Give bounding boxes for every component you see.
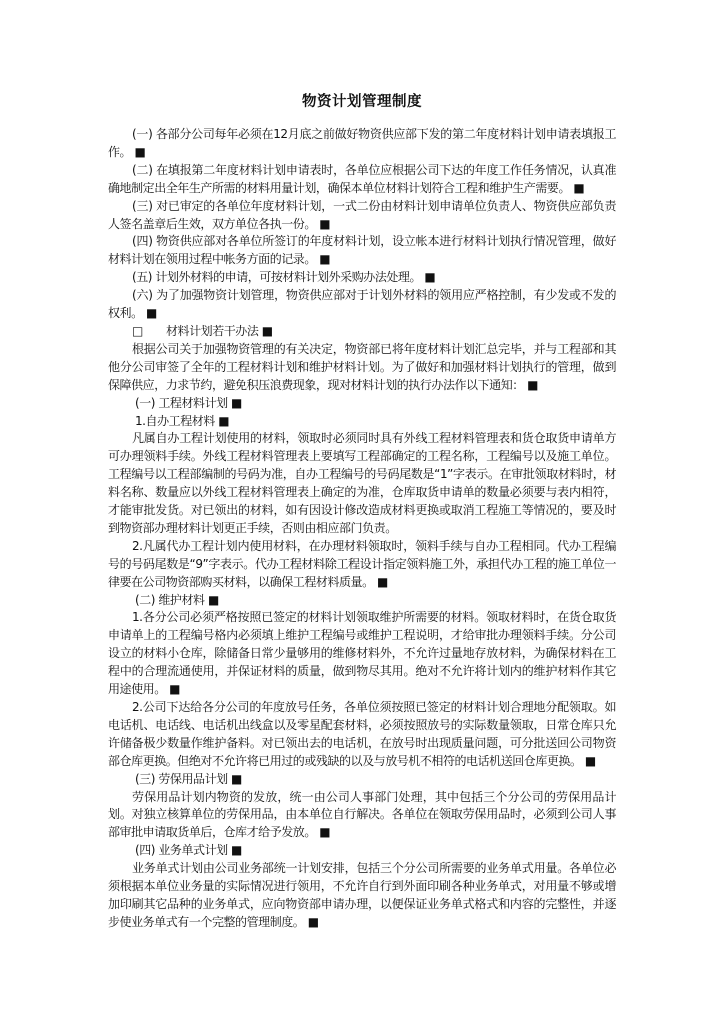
heading-self-run-engineering: 1.自办工程材料 ■: [135, 413, 230, 428]
heading-labor-protection: (三) 劳保用品计划 ■: [135, 771, 242, 786]
document-content: [108, 0, 616, 932]
document-title: 物资计划管理制度: [302, 94, 422, 110]
paragraph-5: (五) 计划外材料的申请，可按材料计划外采购办法处理。 ■: [132, 270, 436, 285]
paragraph-self-run: 凡属自办工程计划使用的材料，领取时必须同时具有外线工程材料管理表和货仓取货申请单方可办理领料手续。外线工程材料管理表上要填写工程部确定的工程名称，工程编号以及施工单位。工程编号以工程部编制的号码为准，自办工程编号的号码尾数是“1”字表示。在审批领取材料时，材料名称、数量应以外线工程材料管理表上确定的为准，仓库取货申请单的数量必须要与表内相符，才能审批发货。对已领出的材料，如有因设计修改造成材料更换或取消工程施工等情况的，要及时到物资部办理材料计划更正手续，否则由相应部门负责。: [108, 431, 616, 535]
document-body: [108, 126, 616, 932]
paragraph-business-forms: 业务单式计划由公司业务部统一计划安排，包括三个分公司所需要的业务单式用量。各单位必须根据本单位业务量的实际情况进行领用，不允许自行到外面印刷各种业务单式，对用量不够或增加印刷其它品种的业务单式，应向物资部申请办理，以便保证业务单式格式和内容的完整性，并逐步使业务单式有一个完整的管理制度。 ■: [108, 861, 616, 929]
paragraph-maintenance-2: 2.公司下达给各分公司的年度放号任务，各单位须按照已签定的材料计划合理地分配领取。如电话机、电话线、电话机出线盒以及零星配套材料，必须按照放号的实际数量领取，日常仓库只允许储备极少数量作维护备料。对已领出去的电话机，在放号时出现质量问题，可分批送回公司物资部仓库更换。但绝对不允许将已用过的或残缺的以及与放号机不相符的电话机送回仓库更换。 ■: [108, 700, 616, 768]
heading-maintenance-materials: (二) 维护材料 ■: [135, 592, 219, 607]
paragraph-intro: 根据公司关于加强物资管理的有关决定，物资部已将年度材料计划汇总完毕，并与工程部和其他分公司审签了全年的工程材料计划和维护材料计划。为了做好和加强材料计划执行的管理，做到保障供应，力求节约，避免积压浪费现象，现对材料计划的执行办法作以下通知： ■: [108, 341, 616, 392]
section-heading-material-plan: □ 材料计划若干办法 ■: [132, 323, 273, 338]
paragraph-2: (二) 在填报第二年度材料计划申请表时，各单位应根据公司下达的年度工作任务情况，认真准确地制定出全年生产所需的材料用量计划，确保本单位材料计划符合工程和维护生产需要。 ■: [108, 162, 616, 195]
paragraph-labor-protection: 劳保用品计划内物资的发放，统一由公司人事部门处理，其中包括三个分公司的劳保用品计划。对独立核算单位的劳保用品，由本单位自行解决。各单位在领取劳保用品时，必须到公司人事部审批申请取货单后，仓库才给予发放。 ■: [108, 789, 616, 840]
paragraph-4: (四) 物资供应部对各单位所签订的年度材料计划，设立帐本进行材料计划执行情况管理，做好材料计划在领用过程中帐务方面的记录。 ■: [108, 234, 616, 267]
paragraph-maintenance-1: 1.各分公司必须严格按照已签定的材料计划领取维护所需要的材料。领取材料时，在货仓取货申请单上的工程编号格内必须填上维护工程编号或维护工程说明，才给审批办理领料手续。分公司设立的材料小仓库，除储备日常少量够用的维修材料外，不允许过量地存放材料，为确保材料在工程中的合理流通使用，并保证材料的质量，做到物尽其用。绝对不允许将计划内的维护材料作其它用途使用。 ■: [108, 610, 616, 697]
paragraph-6: (六) 为了加强物资计划管理，物资供应部对于计划外材料的领用应严格控制，有少发或不发的权利。 ■: [108, 288, 616, 321]
paragraph-agency-engineering: 2.凡属代办工程计划内使用材料，在办理材料领取时，领料手续与自办工程相同。代办工程编号的号码尾数是“9”字表示。代办工程材料除工程设计指定领料施工外，承担代办工程的施工单位一律要在公司物资部购买材料，以确保工程材料质量。 ■: [108, 538, 616, 589]
heading-business-forms: (四) 业务单式计划 ■: [135, 843, 242, 858]
paragraph-1: (一) 各部分公司每年必须在12月底之前做好物资供应部下发的第二年度材料计划申请表填报工作。 ■: [108, 127, 616, 159]
heading-engineering-materials: (一) 工程材料计划 ■: [135, 395, 242, 410]
paragraph-3: (三) 对已审定的各单位年度材料计划，一式二份由材料计划申请单位负责人、物资供应部负责人签名盖章后生效，双方单位各执一份。 ■: [108, 198, 616, 231]
